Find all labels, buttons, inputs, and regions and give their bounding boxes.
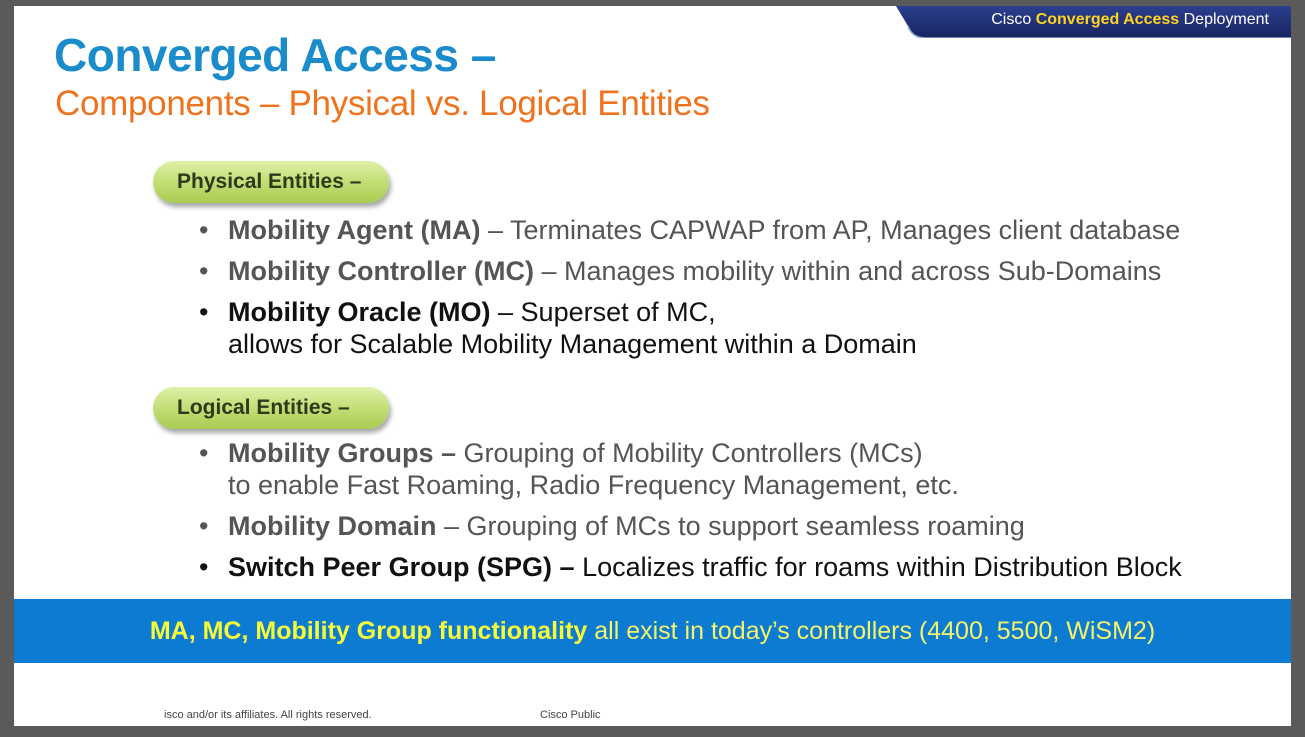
list-item [199, 255, 1180, 287]
banner-text [991, 11, 1269, 29]
list-item [199, 296, 1180, 360]
term: Mobility Agent (MA) [228, 215, 481, 245]
slide [14, 6, 1291, 726]
logical-entities-list [199, 437, 1182, 592]
description: – Superset of MC, [490, 297, 716, 327]
list-item [199, 437, 1182, 501]
term: Mobility Groups – [228, 438, 457, 468]
list-item [199, 214, 1180, 246]
term: Mobility Domain [228, 511, 437, 541]
list-item [199, 551, 1182, 583]
description-continued: allows for Scalable Mobility Management within a Domain [228, 329, 917, 359]
callout-rest: all exist in today’s controllers (4400, 5500, WiSM2) [587, 617, 1156, 645]
description-continued: to enable Fast Roaming, Radio Frequency Management, etc. [228, 470, 959, 500]
footer-classification: Cisco Public [540, 709, 601, 721]
description: – Manages mobility within and across Sub-Domains [533, 256, 1162, 286]
description: – Grouping of MCs to support seamless roaming [436, 511, 1025, 541]
physical-entities-pill: Physical Entities – [153, 161, 389, 203]
banner-highlight: Converged Access [1035, 11, 1180, 28]
banner-prefix: Cisco [991, 11, 1036, 28]
list-item [199, 510, 1182, 542]
logical-entities-pill: Logical Entities – [153, 387, 389, 429]
description: Grouping of Mobility Controllers (MCs) [456, 438, 923, 468]
callout-bold: MA, MC, Mobility Group functionality [149, 617, 588, 645]
callout-bar [14, 599, 1291, 663]
deployment-banner [896, 6, 1291, 38]
footer-copyright: isco and/or its affiliates. All rights reserved. [164, 709, 372, 721]
banner-suffix: Deployment [1179, 11, 1269, 28]
term: Switch Peer Group (SPG) – [228, 552, 575, 582]
term: Mobility Controller (MC) [228, 256, 534, 286]
term: Mobility Oracle (MO) [228, 297, 491, 327]
description: – Terminates CAPWAP from AP, Manages client database [480, 215, 1181, 245]
description: Localizes traffic for roams within Distribution Block [574, 552, 1182, 582]
slide-title: Converged Access – [54, 29, 496, 81]
physical-entities-list [199, 214, 1180, 369]
slide-subtitle: Components – Physical vs. Logical Entities [55, 84, 710, 123]
